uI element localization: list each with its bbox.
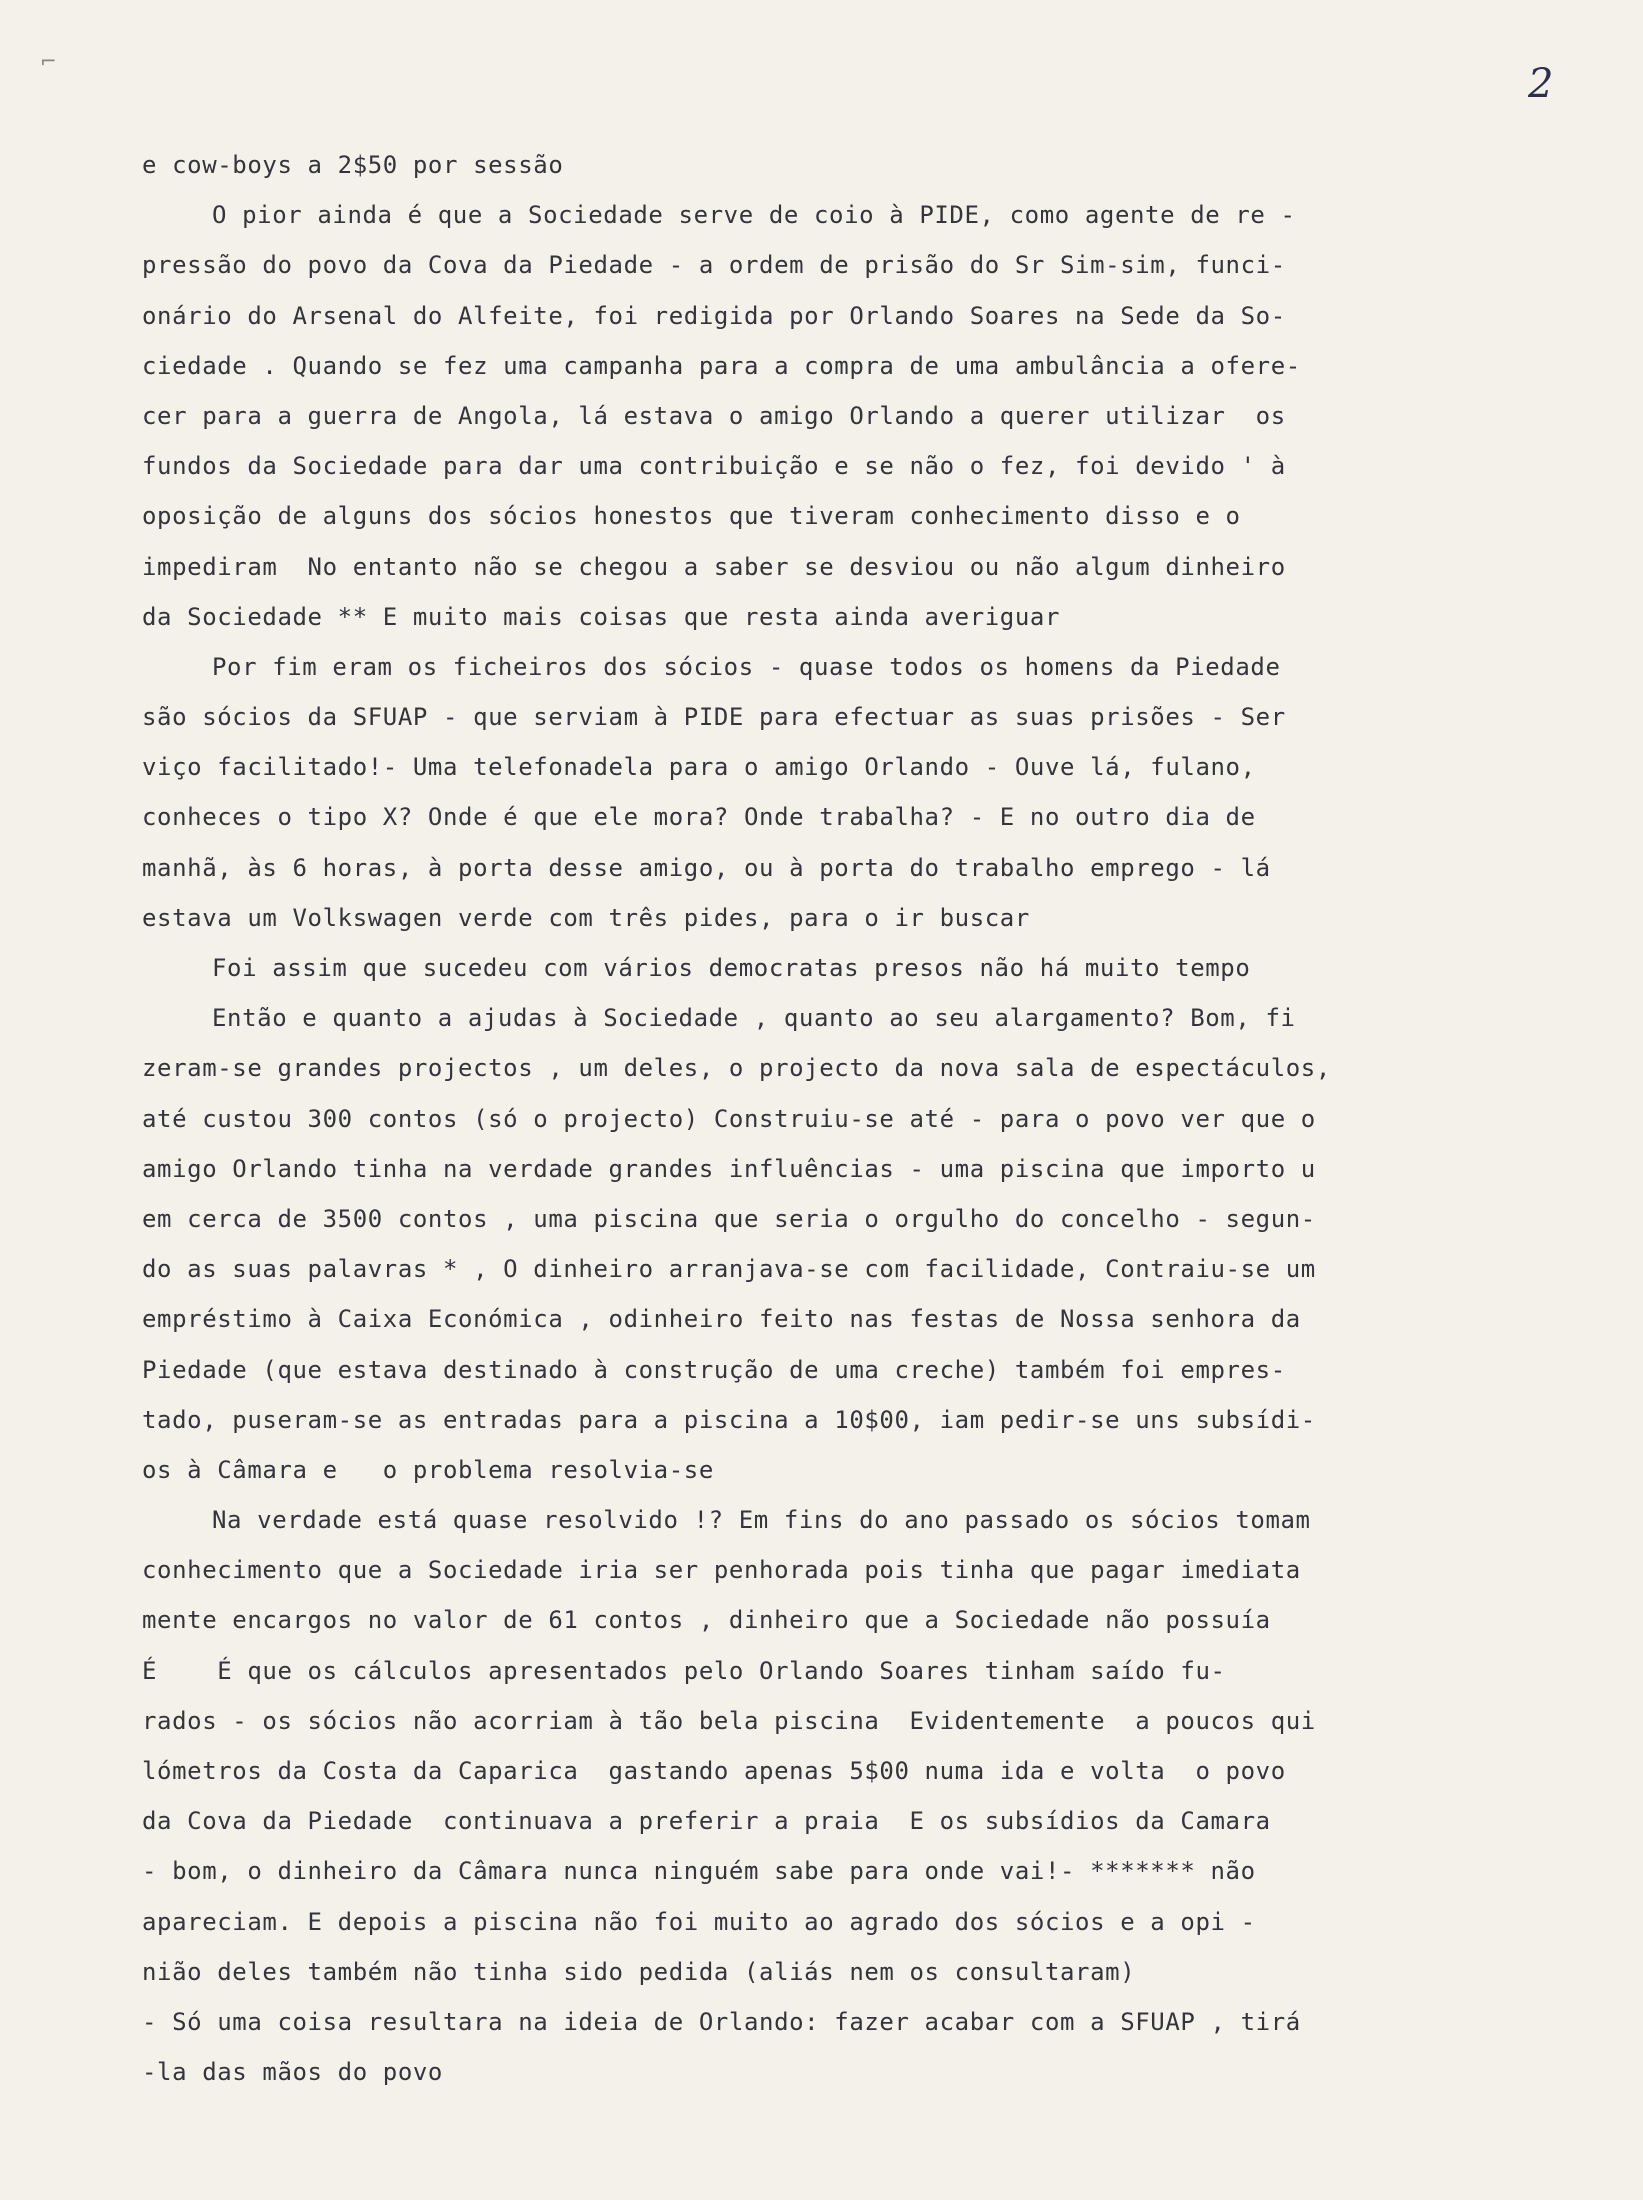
text-line: O pior ainda é que a Sociedade serve de coio à PIDE, como agente de re - xyxy=(212,201,1296,230)
text-line: fundos da Sociedade para dar uma contribuição e se não o fez, foi devido ' à xyxy=(142,452,1286,481)
text-line: os à Câmara e o problema resolvia-se xyxy=(142,1455,714,1484)
text-line: da Sociedade ** E muito mais coisas que resta ainda averiguar xyxy=(142,602,1061,631)
text-line: estava um Volkswagen verde com três pides, para o ir buscar xyxy=(142,903,1030,932)
text-line: conheces o tipo X? Onde é que ele mora? Onde trabalha? - E no outro dia de xyxy=(142,803,1256,832)
text-line: e cow-boys a 2$50 por sessão xyxy=(142,151,564,179)
text-line: Piedade (que estava destinado à construção de uma creche) também foi empres- xyxy=(142,1355,1286,1384)
text-line: mente encargos no valor de 61 contos , dinheiro que a Sociedade não possuía xyxy=(142,1606,1271,1635)
text-line: empréstimo à Caixa Económica , odinheiro feito nas festas de Nossa senhora da xyxy=(142,1305,1301,1334)
text-line: Na verdade está quase resolvido !? Em fins do ano passado os sócios tomam xyxy=(212,1506,1311,1535)
text-line: viço facilitado!- Uma telefonadela para o amigo Orlando - Ouve lá, fulano, xyxy=(142,753,1256,782)
text-line: pressão do povo da Cova da Piedade - a ordem de prisão do Sr Sim-sim, funci- xyxy=(142,251,1286,280)
text-line: - bom, o dinheiro da Câmara nunca ninguém sabe para onde vai!- ******* não xyxy=(142,1857,1256,1886)
page-number: 2 xyxy=(1528,61,1554,107)
text-line: até custou 300 contos (só o projecto) Construiu-se até - para o povo ver que o xyxy=(142,1104,1316,1133)
text-line: são sócios da SFUAP - que serviam à PIDE para efectuar as suas prisões - Ser xyxy=(142,703,1286,732)
punch-mark-icon: ⌐ xyxy=(40,49,57,73)
text-line: - Só uma coisa resultara na ideia de Orlando: fazer acabar com a SFUAP , tirá xyxy=(142,2007,1301,2036)
typed-text-body xyxy=(142,140,1542,2097)
text-line: em cerca de 3500 contos , uma piscina que seria o orgulho do concelho - segun- xyxy=(142,1204,1316,1233)
text-line: ciedade . Quando se fez uma campanha para a compra de uma ambulância a ofere- xyxy=(142,351,1301,380)
text-line: zeram-se grandes projectos , um deles, o projecto da nova sala de espectáculos, xyxy=(142,1054,1331,1083)
text-line: Foi assim que sucedeu com vários democratas presos não há muito tempo xyxy=(212,954,1251,982)
text-line: nião deles também não tinha sido pedida (aliás nem os consultaram) xyxy=(142,1957,1136,1986)
text-line: conhecimento que a Sociedade iria ser penhorada pois tinha que pagar imediata xyxy=(142,1556,1301,1585)
text-line: tado, puseram-se as entradas para a piscina a 10$00, iam pedir-se uns subsídi- xyxy=(142,1405,1316,1434)
text-line: rados - os sócios não acorriam à tão bela piscina Evidentemente a poucos qui xyxy=(142,1706,1316,1735)
text-line: onário do Arsenal do Alfeite, foi redigida por Orlando Soares na Sede da So- xyxy=(142,301,1286,330)
text-line: Então e quanto a ajudas à Sociedade , quanto ao seu alargamento? Bom, fi xyxy=(212,1004,1296,1033)
text-line: amigo Orlando tinha na verdade grandes influências - uma piscina que importo u xyxy=(142,1154,1316,1183)
text-line: da Cova da Piedade continuava a preferir a praia E os subsídios da Camara xyxy=(142,1807,1271,1836)
text-line: oposição de alguns dos sócios honestos que tiveram conhecimento disso e o xyxy=(142,502,1241,531)
text-line: cer para a guerra de Angola, lá estava o amigo Orlando a querer utilizar os xyxy=(142,401,1286,430)
text-line: apareciam. E depois a piscina não foi muito ao agrado dos sócios e a opi - xyxy=(142,1907,1256,1936)
text-line: do as suas palavras * , O dinheiro arranjava-se com facilidade, Contraiu-se um xyxy=(142,1255,1316,1284)
text-line: Por fim eram os ficheiros dos sócios - quase todos os homens da Piedade xyxy=(212,652,1281,681)
text-line: -la das mãos do povo xyxy=(142,2058,443,2087)
text-line: É É que os cálculos apresentados pelo Orlando Soares tinham saído fu- xyxy=(142,1656,1226,1685)
text-line: lómetros da Costa da Caparica gastando apenas 5$00 numa ida e volta o povo xyxy=(142,1757,1286,1785)
text-line: impediram No entanto não se chegou a saber se desviou ou não algum dinheiro xyxy=(142,552,1286,581)
text-line: manhã, às 6 horas, à porta desse amigo, ou à porta do trabalho emprego - lá xyxy=(142,853,1271,882)
